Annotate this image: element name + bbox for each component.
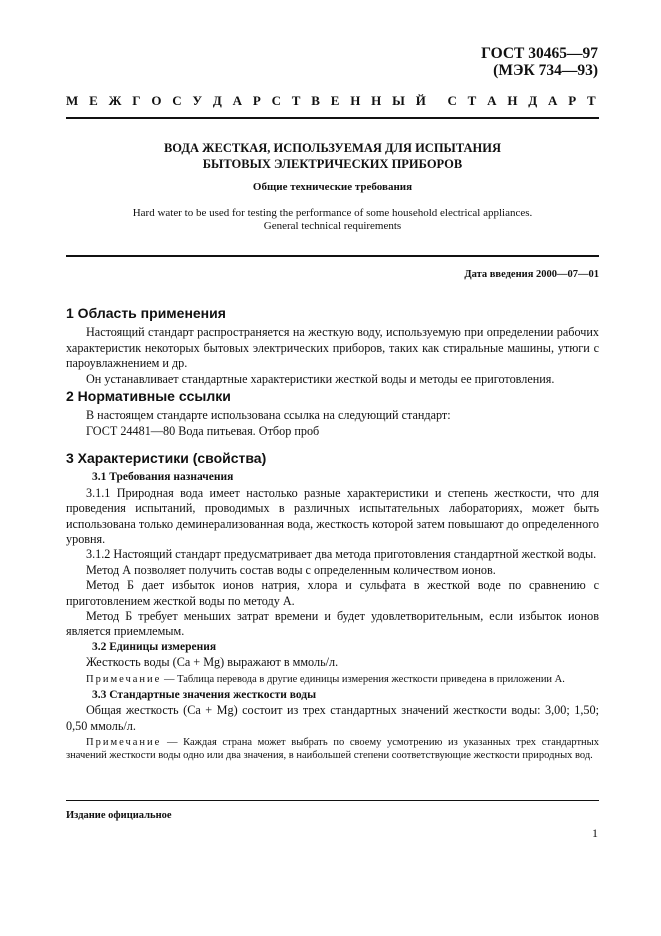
note-label: Примечание <box>86 673 162 685</box>
paragraph: Метод А позволяет получить состав воды с определенным количеством ионов. <box>86 562 496 577</box>
document-title <box>66 140 599 172</box>
section-heading: 2 Нормативные ссылки <box>66 388 231 404</box>
banner-letter: М <box>66 93 79 108</box>
banner-letter: Д <box>528 93 538 108</box>
banner-letter: Й <box>415 93 426 108</box>
banner-letter: С <box>172 93 182 108</box>
official-edition-label: Издание официальное <box>66 810 172 821</box>
iec-id: (МЭК 734—93) <box>493 62 598 79</box>
banner-letter: А <box>548 93 558 108</box>
paragraph: 3.1.1 Природная вода имеет настолько разные характеристики и степень жесткости, что для проведения испытаний, проводимых в различных испытательных лабораториях, может быть использована только деминерализованная вода, жесткость которой затем повышают до определенного уровня. <box>66 485 599 547</box>
note <box>66 736 599 762</box>
title-line: БЫТОВЫХ ЭЛЕКТРИЧЕСКИХ ПРИБОРОВ <box>202 157 463 171</box>
effective-date: Дата введения 2000—07—01 <box>464 269 599 280</box>
banner-letter: Ы <box>392 93 405 108</box>
paragraph: ГОСТ 24481—80 Вода питьевая. Отбор проб <box>86 423 320 438</box>
banner-letter: Т <box>467 93 477 108</box>
paragraph: Общая жесткость (Са + Mg) состоит из трех стандартных значений жесткости воды: 3,00; 1,50; 0,50 ммоль/л. <box>66 703 599 733</box>
note-label: Примечание <box>86 736 162 748</box>
paragraph: Метод Б требует меньших затрат времени и будет удовлетворительным, если избыток ионов является приемлемым. <box>66 609 599 639</box>
banner-letter: Т <box>587 93 596 108</box>
document-subtitle: Общие технические требования <box>252 181 413 193</box>
footer-rule <box>66 800 599 801</box>
title-rule <box>66 255 599 257</box>
banner-letter: У <box>192 93 203 108</box>
paragraph: В настоящем стандарте использована ссылка на следующий стандарт: <box>86 408 451 423</box>
subsection-heading: 3.1 Требования назначения <box>92 471 234 484</box>
note-text: — Каждая страна может выбрать по своему усмотрению из указанных трех стандартных значений жесткости воды одно или два значения, в наибольшей степени соответствующие жесткости природных вод. <box>66 736 599 761</box>
english-title-line: General technical requirements <box>263 220 402 232</box>
page-number: 1 <box>592 826 598 840</box>
banner-letter: Н <box>507 93 518 108</box>
banner-letter: Н <box>350 93 361 108</box>
english-title <box>66 207 599 233</box>
title-line: ВОДА ЖЕСТКАЯ, ИСПОЛЬЗУЕМАЯ ДЛЯ ИСПЫТАНИЯ <box>163 141 502 155</box>
banner-letter: Н <box>371 93 382 108</box>
banner-letter: Т <box>291 93 301 108</box>
banner-letter: В <box>311 93 320 108</box>
note <box>66 673 599 686</box>
section-heading: 3 Характеристики (свойства) <box>66 450 267 466</box>
banner-letter: Ж <box>108 93 122 108</box>
section-1 <box>66 305 599 387</box>
standard-id: ГОСТ 30465—97 <box>481 45 598 62</box>
banner-letter: А <box>232 93 242 108</box>
banner-letter: Е <box>330 93 340 108</box>
paragraph: Настоящий стандарт распространяется на жесткую воду, используемую при определении рабочих характеристик некоторых бытовых электрических приборов, таких как стиральные машины, утюги с пароувлажнением и др. <box>66 325 599 371</box>
subsection-heading: 3.3 Стандартные значения жесткости воды <box>92 688 317 701</box>
paragraph: Жесткость воды (Са + Mg) выражают в ммоль/л. <box>86 655 339 670</box>
section-2 <box>66 388 599 439</box>
english-title-line: Hard water to be used for testing the performance of some household electrical appliances. <box>132 207 533 219</box>
banner-letter: Е <box>89 93 98 108</box>
section-heading: 1 Область применения <box>66 305 226 321</box>
section-3 <box>66 450 599 762</box>
subsection-heading: 3.2 Единицы измерения <box>92 640 217 653</box>
banner-letter: С <box>271 93 281 108</box>
note-text: — Таблица перевода в другие единицы измерения жесткости приведена в приложении А. <box>161 673 565 685</box>
banner-letter: С <box>447 93 457 108</box>
interstate-standard-banner <box>66 93 596 109</box>
top-rule <box>66 117 599 119</box>
paragraph: Метод Б дает избыток ионов натрия, хлора и сульфата в жесткой воде по сравнению с приготовлением жесткой воды по методу А. <box>66 578 599 608</box>
banner-letter: Р <box>252 93 261 108</box>
standard-id-block <box>481 45 598 79</box>
banner-letter: О <box>151 93 162 108</box>
banner-letter: Р <box>568 93 577 108</box>
banner-letter: Д <box>212 93 222 108</box>
paragraph: 3.1.2 Настоящий стандарт предусматривает два метода приготовления стандартной жесткой воды. <box>86 547 597 562</box>
paragraph: Он устанавливает стандартные характеристики жесткой воды и методы ее приготовления. <box>86 371 555 386</box>
banner-letter: А <box>487 93 497 108</box>
banner-letter: Г <box>132 93 141 108</box>
